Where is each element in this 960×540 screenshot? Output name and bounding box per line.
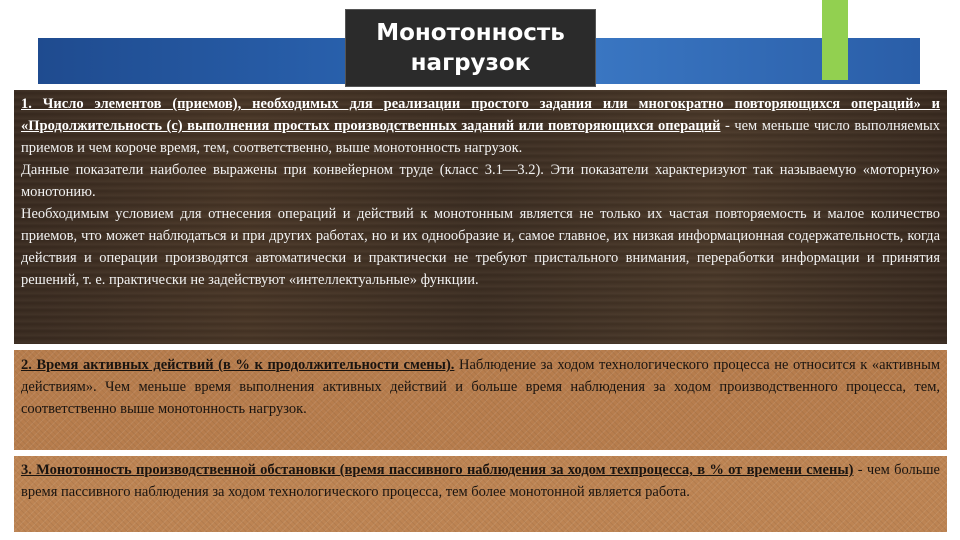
section-2-paragraph xyxy=(21,354,940,420)
section-2-heading: 2. Время активных действий (в % к продолжительности смены). xyxy=(21,357,455,373)
section-3-panel xyxy=(14,456,947,532)
section-1-panel xyxy=(14,90,947,344)
section-1-paragraph-3: Необходимым условием для отнесения операций и действий к монотонным является не только их частая повторяемость и малое количество приемов, что может наблюдаться и при других работах, но и их однообразие и, самое главное, их низкая информационная содержательность, когда действия и операции производятся автоматически и практически не требуют пристального внимания, переработки информации и принятия решений, т. е. практически не задействуют «интеллектуальные» функции. xyxy=(21,206,940,288)
section-2-text: Наблюдение за ходом технологического процесса не относится к «активным действиям». Чем меньше время выполнения активных действий и больше время наблюдения за ходом производственного процесса, тем, соответственно выше монотонность нагрузок. xyxy=(21,357,940,417)
section-3-paragraph xyxy=(21,459,940,503)
section-3-heading: 3. Монотонность производственной обстановки (время пассивного наблюдения за ходом техпроцесса, в % от времени смены) xyxy=(21,462,854,478)
section-1-text: - чем меньше число выполняемых приемов и чем короче время, тем, соответственно, выше монотонность нагрузок. xyxy=(21,118,940,156)
slide-title: Монотонность нагрузок xyxy=(345,9,596,87)
section-1-paragraph-2: Данные показатели наиболее выражены при конвейерном труде (класс 3.1—3.2). Эти показатели характеризуют так называемую «моторную» монотонию. xyxy=(21,162,940,200)
section-1-paragraph-1 xyxy=(21,93,940,159)
section-3-text: - чем больше время пассивного наблюдения за ходом технологического процесса, тем более монотонной является работа. xyxy=(21,462,940,500)
section-2-panel xyxy=(14,350,947,450)
section-1-heading: 1. Число элементов (приемов), необходимых для реализации простого задания или многократно повторяющихся операций» и «Продолжительность (с) выполнения простых производственных заданий или повторяющихся операций xyxy=(21,96,940,134)
accent-green-bar xyxy=(822,0,848,80)
